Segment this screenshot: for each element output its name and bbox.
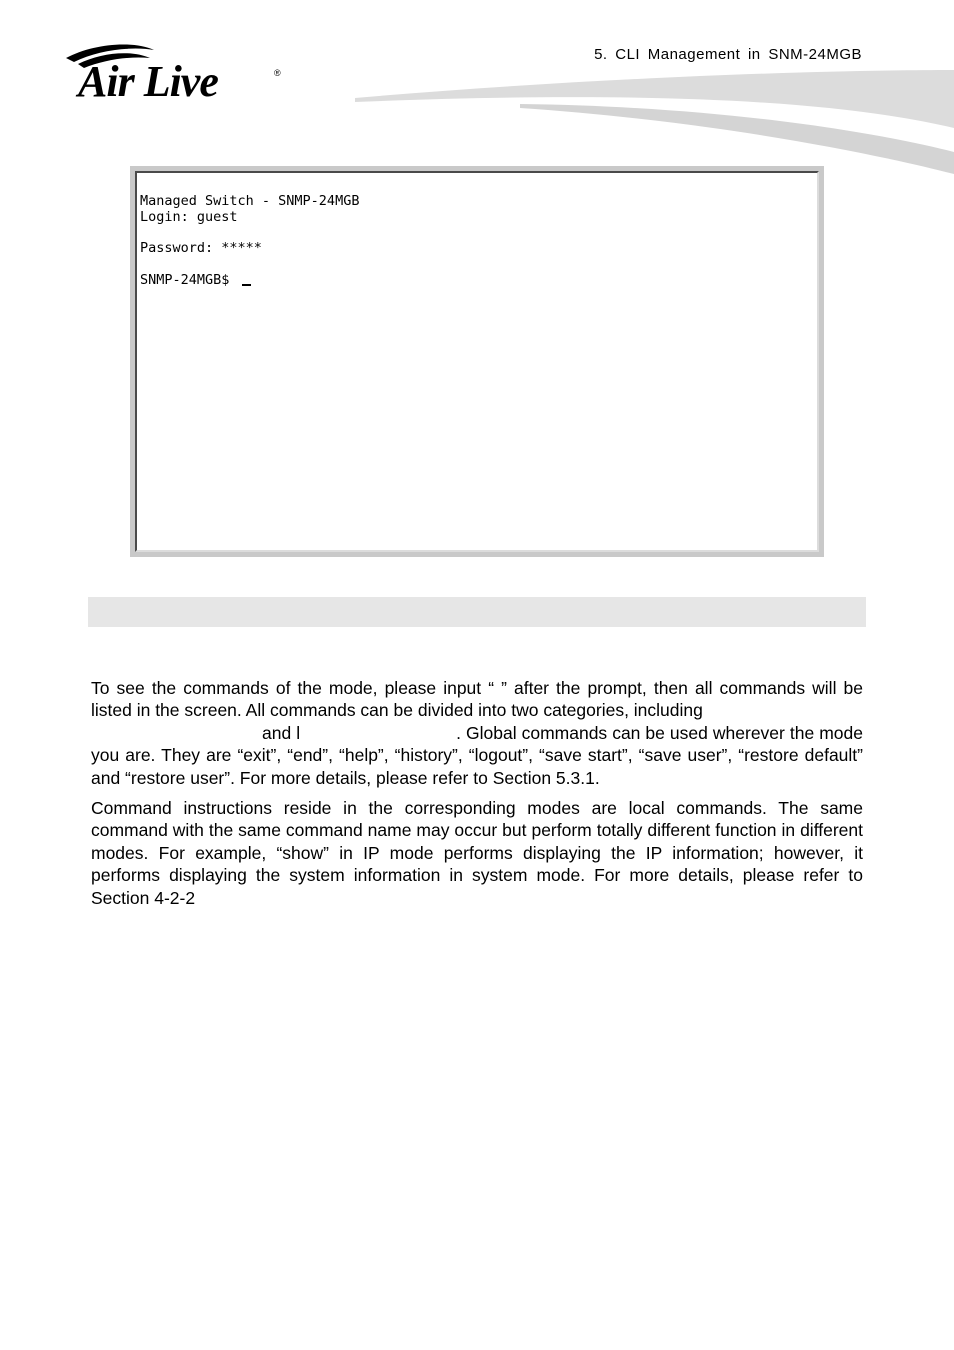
terminal-line: Password: *****	[140, 239, 262, 256]
terminal-prompt: SNMP-24MGB$	[140, 271, 238, 288]
p1-text-b: and l	[262, 722, 301, 743]
terminal-line: Login: guest	[140, 208, 238, 225]
terminal-window	[130, 166, 824, 557]
terminal-prompt-line	[140, 272, 817, 288]
terminal-screen	[135, 171, 819, 552]
chapter-header: 5. CLI Management in SNM-24MGB	[594, 46, 862, 63]
logo-wordmark: Air Live	[78, 57, 218, 106]
p1-text-a: To see the commands of the mode, please input “ ” after the prompt, then all commands will be listed in the screen. All commands can be divided into two categories, including	[91, 678, 863, 721]
terminal-line: Managed Switch - SNMP-24MGB	[140, 193, 360, 209]
p1-text-c: . Global commands can be used wherever the mode you are. They are “exit”, “end”, “help”, “history”, “logout”, “save start”, “save user”, “restore default” and “restore user”. For more details, please refer to Section 5.3.1.	[91, 722, 863, 788]
terminal-blank-line	[140, 225, 817, 241]
body-paragraph-1	[91, 677, 863, 789]
section-heading-bar	[88, 597, 866, 627]
body-paragraph-2: Command instructions reside in the corresponding modes are local commands. The same command with the same command name may occur but perform totally different function in different modes. For example, “show” in IP mode performs displaying the IP information; however, it performs displaying the system information in system mode. For more details, please refer to Section 4-2-2	[91, 798, 863, 908]
cursor-icon	[242, 272, 251, 286]
registered-mark: ®	[274, 68, 281, 78]
terminal-blank-line	[140, 256, 817, 272]
